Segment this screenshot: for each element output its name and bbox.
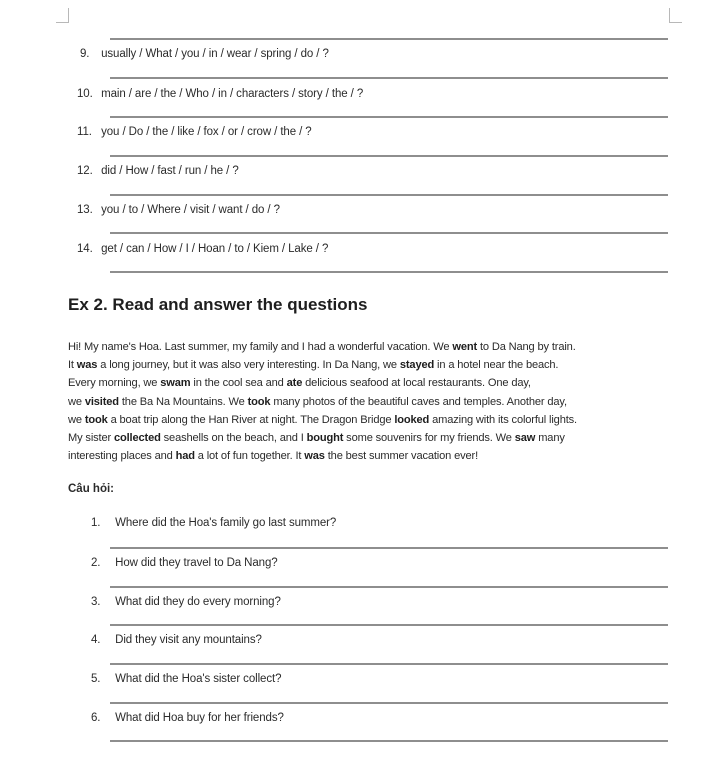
item-text: you / to / Where / visit / want / do / ? bbox=[101, 204, 280, 216]
crop-mark-top-right bbox=[669, 8, 682, 23]
question-5 bbox=[91, 673, 281, 685]
question-number: 3. bbox=[91, 596, 101, 608]
passage-text: the best summer vacation ever! bbox=[324, 450, 479, 463]
reorder-item-14 bbox=[77, 243, 328, 255]
question-number: 5. bbox=[91, 673, 101, 685]
question-number: 6. bbox=[91, 712, 101, 724]
item-number: 10. bbox=[77, 88, 93, 100]
item-text: did / How / fast / run / he / ? bbox=[101, 165, 239, 177]
passage-text: a long journey, but it was also very interesting. In Da Nang, we bbox=[97, 359, 400, 372]
highlighted-verb: collected bbox=[113, 432, 161, 445]
highlighted-verb: went bbox=[452, 341, 478, 353]
reorder-item-9 bbox=[80, 48, 329, 60]
reading-passage bbox=[68, 338, 668, 465]
question-number: 4. bbox=[91, 634, 101, 646]
question-text: What did they do every morning? bbox=[115, 596, 281, 608]
highlighted-verb: saw bbox=[514, 432, 536, 445]
exercise-title: Ex 2. Read and answer the questions bbox=[68, 295, 368, 314]
passage-line bbox=[68, 356, 668, 374]
highlighted-verb: looked bbox=[394, 413, 430, 426]
questions-label: Câu hỏi: bbox=[68, 483, 114, 495]
passage-text: seashells on the beach, and I bbox=[160, 432, 307, 445]
highlighted-verb: was bbox=[304, 450, 325, 463]
reorder-item-10 bbox=[77, 88, 363, 100]
highlighted-verb: was bbox=[76, 359, 98, 372]
answer-line[interactable] bbox=[110, 155, 668, 157]
item-text: main / are / the / Who / in / characters / story / the / ? bbox=[101, 88, 364, 100]
passage-line bbox=[68, 429, 668, 447]
answer-line[interactable] bbox=[110, 38, 668, 40]
answer-line[interactable] bbox=[110, 547, 668, 549]
highlighted-verb: stayed bbox=[399, 359, 435, 372]
passage-text: It bbox=[68, 359, 77, 372]
passage-text: amazing with its colorful lights. bbox=[429, 413, 577, 426]
highlighted-verb: ate bbox=[286, 377, 303, 390]
passage-text: we bbox=[68, 395, 85, 408]
item-text: you / Do / the / like / fox / or / crow / the / ? bbox=[101, 126, 312, 138]
highlighted-verb: bought bbox=[306, 432, 344, 445]
highlighted-verb: swam bbox=[160, 377, 191, 390]
reorder-item-13 bbox=[77, 204, 280, 216]
item-number: 11. bbox=[77, 126, 92, 138]
passage-line bbox=[68, 374, 668, 392]
reorder-item-11 bbox=[77, 126, 312, 138]
passage-text: some souvenirs for my friends. We bbox=[343, 432, 515, 445]
question-3 bbox=[91, 596, 281, 608]
highlighted-verb: took bbox=[247, 395, 271, 408]
question-text: How did they travel to Da Nang? bbox=[115, 557, 278, 569]
passage-text: many bbox=[535, 432, 565, 445]
answer-line[interactable] bbox=[110, 586, 668, 588]
question-4 bbox=[91, 634, 262, 646]
passage-text: in the cool sea and bbox=[190, 377, 287, 390]
question-number: 2. bbox=[91, 557, 101, 569]
item-number: 14. bbox=[77, 243, 93, 255]
question-text: What did the Hoa's sister collect? bbox=[115, 673, 282, 685]
highlighted-verb: had bbox=[175, 450, 195, 463]
answer-line[interactable] bbox=[110, 116, 668, 118]
highlighted-verb: took bbox=[84, 413, 108, 426]
passage-text: Every morning, we bbox=[68, 377, 161, 390]
crop-mark-top-left bbox=[56, 8, 69, 23]
answer-line[interactable] bbox=[110, 624, 668, 626]
passage-text: many photos of the beautiful caves and temples. Another day, bbox=[270, 395, 567, 408]
answer-line[interactable] bbox=[110, 663, 668, 665]
question-text: Did they visit any mountains? bbox=[115, 634, 262, 646]
item-number: 9. bbox=[80, 48, 90, 60]
passage-line bbox=[68, 338, 668, 356]
answer-line[interactable] bbox=[110, 77, 668, 79]
passage-text: Hi! My name's Hoa. Last summer, my family and I had a wonderful vacation. We bbox=[68, 341, 453, 353]
question-text: Where did the Hoa's family go last summer? bbox=[115, 517, 337, 529]
passage-text: a boat trip along the Han River at night. The Dragon Bridge bbox=[107, 413, 395, 426]
highlighted-verb: visited bbox=[84, 395, 119, 408]
passage-text: in a hotel near the beach. bbox=[434, 359, 559, 372]
question-1 bbox=[91, 517, 336, 529]
item-number: 12. bbox=[77, 165, 93, 177]
answer-line[interactable] bbox=[110, 194, 668, 196]
answer-line[interactable] bbox=[110, 271, 668, 273]
passage-text: the Ba Na Mountains. We bbox=[118, 395, 248, 408]
question-number: 1. bbox=[91, 517, 101, 529]
reorder-item-12 bbox=[77, 165, 239, 177]
item-number: 13. bbox=[77, 204, 93, 216]
item-text: get / can / How / I / Hoan / to / Kiem / Lake / ? bbox=[101, 243, 329, 255]
passage-text: to Da Nang by train. bbox=[477, 341, 576, 353]
passage-text: delicious seafood at local restaurants. One day, bbox=[302, 377, 531, 390]
question-text: What did Hoa buy for her friends? bbox=[115, 712, 284, 724]
passage-text: a lot of fun together. It bbox=[194, 450, 305, 463]
passage-line bbox=[68, 447, 668, 465]
passage-text: interesting places and bbox=[68, 450, 176, 463]
answer-line[interactable] bbox=[110, 740, 668, 742]
passage-line bbox=[68, 393, 668, 411]
item-text: usually / What / you / in / wear / spring / do / ? bbox=[101, 48, 329, 60]
question-6 bbox=[91, 712, 284, 724]
answer-line[interactable] bbox=[110, 232, 668, 234]
question-2 bbox=[91, 557, 278, 569]
answer-line[interactable] bbox=[110, 702, 668, 704]
passage-text: we bbox=[68, 413, 85, 426]
passage-text: My sister bbox=[68, 432, 114, 445]
passage-line bbox=[68, 411, 668, 429]
